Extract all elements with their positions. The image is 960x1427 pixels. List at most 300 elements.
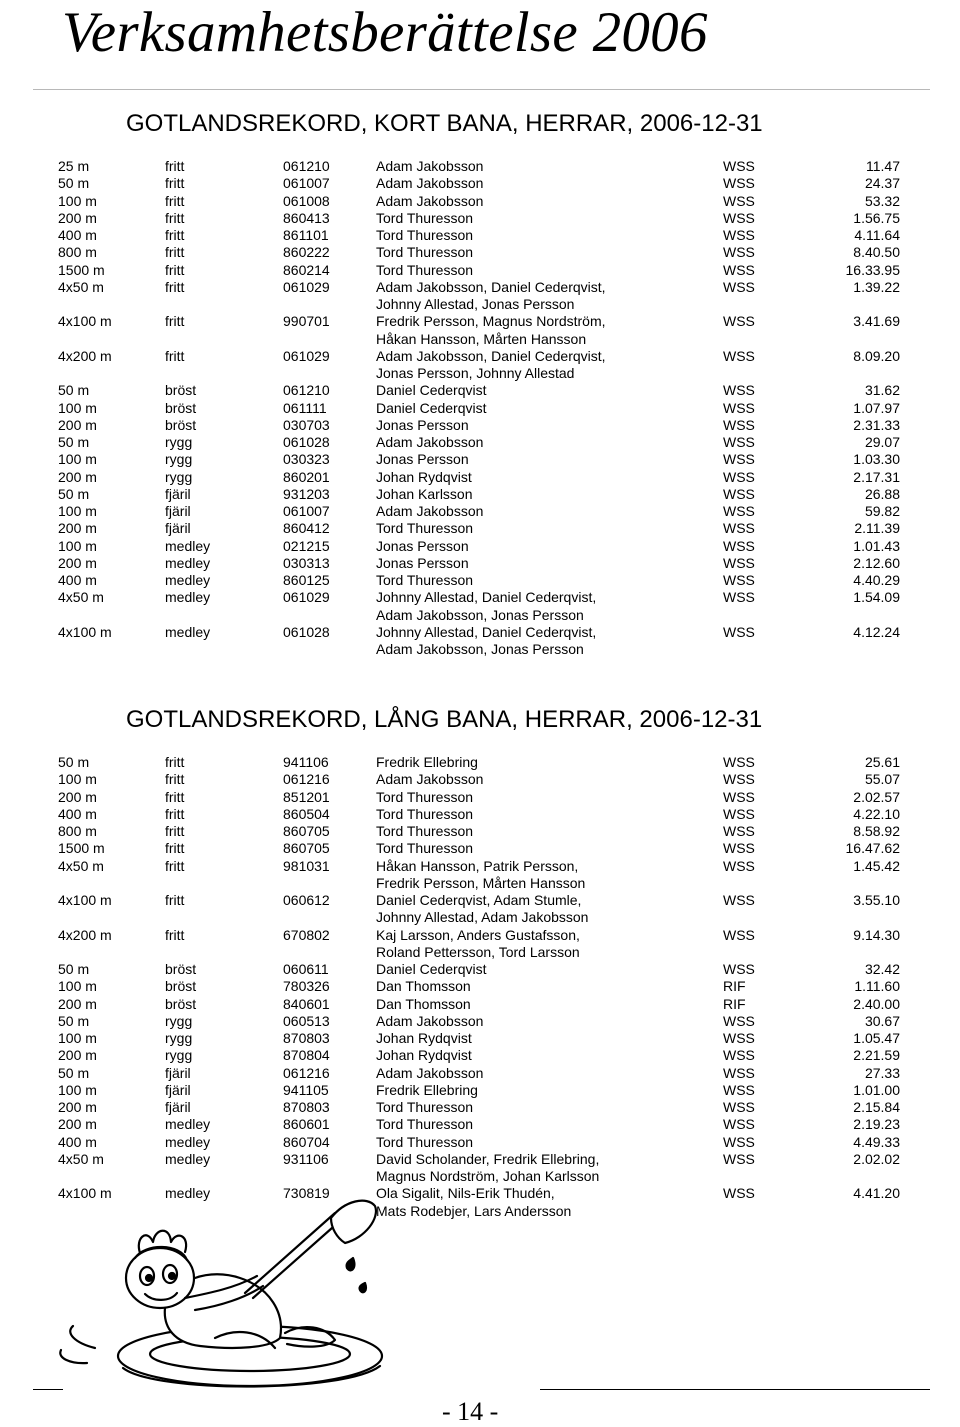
title-divider [33, 89, 930, 90]
swimmer-name-line: Adam Jakobsson, Jonas Persson [376, 641, 584, 657]
record-date: 060612 [283, 892, 330, 908]
record-distance: 800 m [58, 244, 97, 261]
record-club: WSS [723, 1116, 755, 1133]
record-club: WSS [723, 805, 755, 822]
record-club: WSS [723, 754, 755, 770]
record-time: 4.40.29 [853, 572, 900, 588]
page-number: - 14 - [442, 1397, 499, 1426]
record-row [0, 382, 960, 399]
record-stroke: bröst [165, 961, 197, 977]
record-stroke: fritt [165, 278, 185, 295]
record-distance: 100 m [58, 537, 97, 554]
record-row [0, 262, 960, 279]
swimmer-name-line: Daniel Cederqvist, Adam Stumle, [376, 892, 582, 908]
record-club: WSS [723, 1185, 755, 1202]
record-club: WSS [723, 1150, 755, 1167]
record-stroke: fjäril [165, 503, 191, 519]
swimmer-name-line: Roland Pettersson, Tord Larsson [376, 943, 580, 960]
record-date: 061029 [283, 589, 330, 606]
record-date: 021215 [283, 537, 330, 554]
record-club: WSS [723, 520, 755, 537]
record-stroke: medley [165, 554, 211, 571]
record-time: 27.33 [864, 1064, 900, 1081]
record-stroke: fritt [165, 158, 185, 174]
record-stroke: rygg [165, 1012, 193, 1029]
record-time: 32.42 [864, 961, 900, 977]
long-course-title: GOTLANDSREKORD, LÅNG BANA, HERRAR, 2006-12-31 [126, 706, 763, 733]
swimmer-name-line: Adam Jakobsson, Daniel Cederqvist, [376, 278, 606, 295]
record-row [0, 175, 960, 192]
record-time: 1.54.09 [853, 589, 900, 606]
record-time: 31.62 [864, 382, 900, 399]
record-swimmers [376, 503, 483, 520]
swimmer-name-line: Adam Jakobsson [376, 192, 484, 209]
record-time: 2.12.60 [853, 554, 900, 571]
swimmer-name-line: Jonas Persson [376, 451, 469, 468]
record-distance: 4x50 m [58, 1150, 104, 1167]
record-swimmers [376, 789, 473, 806]
record-time: 29.07 [864, 434, 900, 450]
record-date: 030703 [283, 416, 330, 433]
record-row [0, 1082, 960, 1099]
record-distance: 200 m [58, 1099, 97, 1115]
record-time: 2.02.02 [853, 1150, 900, 1167]
record-club: WSS [723, 485, 755, 502]
record-stroke: rygg [165, 1047, 193, 1064]
record-distance: 4x50 m [58, 278, 104, 295]
record-time: 2.31.33 [853, 416, 900, 433]
record-club: WSS [723, 382, 755, 399]
swimmer-name-line: Daniel Cederqvist [376, 399, 487, 416]
swimmer-name-line: Johan Rydqvist [376, 1047, 472, 1064]
record-distance: 400 m [58, 1133, 97, 1150]
record-time: 2.02.57 [853, 788, 900, 805]
swimmer-name-line: Tord Thuresson [376, 788, 474, 805]
record-date: 870804 [283, 1047, 330, 1064]
record-distance: 200 m [58, 1116, 97, 1133]
record-row [0, 400, 960, 417]
swimmer-name-line: Fredrik Persson, Mårten Hansson [376, 874, 586, 891]
record-stroke: bröst [165, 995, 197, 1012]
record-swimmers [376, 624, 596, 659]
record-distance: 50 m [58, 1012, 90, 1029]
record-swimmers [376, 1116, 473, 1133]
short-course-records-table [0, 158, 960, 658]
record-swimmers [376, 1013, 483, 1030]
record-stroke: bröst [165, 399, 197, 416]
record-date: 860214 [283, 261, 330, 278]
swimmer-name-line: Tord Thuresson [376, 244, 474, 261]
record-club: WSS [723, 961, 755, 977]
record-date: 061007 [283, 175, 330, 192]
record-date: 061029 [283, 347, 330, 364]
record-club: WSS [723, 623, 755, 640]
swimmer-name-line: Jonas Persson [376, 537, 469, 554]
record-time: 1.07.97 [853, 399, 900, 416]
record-time: 4.41.20 [853, 1185, 900, 1202]
swimmer-name-line: Johnny Allestad, Jonas Persson [376, 296, 575, 312]
record-swimmers [376, 927, 580, 962]
record-date: 860201 [283, 468, 330, 485]
record-club: WSS [723, 537, 755, 554]
record-date: 670802 [283, 926, 330, 943]
record-swimmers [376, 1047, 472, 1064]
record-date: 840601 [283, 995, 330, 1012]
record-stroke: fritt [165, 209, 185, 226]
record-club: WSS [723, 857, 755, 874]
swimmer-name-line: Adam Jakobsson, Daniel Cederqvist, [376, 347, 606, 364]
record-stroke: fjäril [165, 1081, 191, 1098]
page-title: Verksamhetsberättelse 2006 [62, 1, 708, 64]
swimmer-name-line: Johnny Allestad, Adam Jakobsson [376, 909, 589, 926]
record-stroke: fritt [165, 892, 185, 908]
record-swimmers [376, 823, 473, 840]
record-stroke: fritt [165, 823, 185, 839]
record-time: 4.11.64 [854, 227, 900, 243]
swimmer-name-line: Jonas Persson [376, 416, 469, 433]
record-swimmers [376, 451, 469, 468]
swimmer-name-line: Daniel Cederqvist [376, 382, 487, 399]
swimmer-name-line: Dan Thomsson [376, 978, 471, 995]
record-row [0, 1134, 960, 1151]
record-club: WSS [723, 1064, 755, 1081]
record-swimmers [376, 1134, 473, 1151]
record-time: 8.58.92 [853, 823, 900, 839]
record-date: 061028 [283, 434, 330, 450]
record-row [0, 927, 960, 962]
record-stroke: fjäril [165, 520, 191, 537]
record-club: WSS [723, 227, 755, 243]
record-time: 9.14.30 [853, 926, 900, 943]
swimmer-name-line: Adam Jakobsson, Jonas Persson [376, 606, 584, 623]
record-time: 1.01.00 [853, 1081, 900, 1098]
record-swimmers [376, 1099, 473, 1116]
record-time: 1.05.47 [853, 1030, 900, 1046]
record-club: WSS [723, 589, 755, 606]
record-club: WSS [723, 1133, 755, 1150]
record-date: 870803 [283, 1030, 330, 1046]
short-course-title: GOTLANDSREKORD, KORT BANA, HERRAR, 2006-12-31 [126, 110, 763, 137]
swimmer-name-line: Adam Jakobsson [376, 434, 484, 450]
record-date: 061007 [283, 503, 330, 519]
record-row [0, 451, 960, 468]
record-distance: 50 m [58, 754, 90, 770]
record-club: WSS [723, 1047, 755, 1064]
record-club: WSS [723, 261, 755, 278]
record-time: 2.17.31 [853, 468, 900, 485]
swimmer-name-line: Tord Thuresson [376, 520, 474, 537]
record-row [0, 503, 960, 520]
record-date: 061029 [283, 278, 330, 295]
record-distance: 4x50 m [58, 857, 104, 874]
record-club: WSS [723, 1030, 755, 1046]
record-club: WSS [723, 1099, 755, 1115]
record-time: 8.09.20 [853, 347, 900, 364]
swimmer-name-line: Håkan Hansson, Patrik Persson, [376, 857, 579, 874]
record-distance: 50 m [58, 175, 90, 192]
record-date: 860601 [283, 1116, 330, 1133]
record-row [0, 1099, 960, 1116]
record-swimmers [376, 806, 473, 823]
swimmer-name-line: Tord Thuresson [376, 209, 474, 226]
record-swimmers [376, 400, 487, 417]
swimmer-name-line: Håkan Hansson, Mårten Hansson [376, 330, 587, 347]
record-date: 860222 [283, 244, 330, 261]
swimmer-name-line: Tord Thuresson [376, 1099, 474, 1115]
record-swimmers [376, 1065, 483, 1082]
swimmer-name-line: Ola Sigalit, Nils-Erik Thudén, [376, 1185, 555, 1202]
record-stroke: medley [165, 623, 211, 640]
swimmer-name-line: Johan Karlsson [376, 485, 473, 502]
record-club: WSS [723, 192, 755, 209]
record-row [0, 624, 960, 659]
record-swimmers [376, 754, 478, 771]
swimmer-name-line: Mats Rodebjer, Lars Andersson [376, 1202, 572, 1219]
record-stroke: fritt [165, 926, 185, 943]
record-row [0, 858, 960, 893]
record-swimmers [376, 1151, 599, 1186]
record-stroke: fritt [165, 313, 185, 330]
record-row [0, 555, 960, 572]
record-time: 1.56.75 [853, 209, 900, 226]
record-distance: 50 m [58, 434, 90, 450]
record-swimmers [376, 892, 588, 927]
record-row [0, 840, 960, 857]
record-club: WSS [723, 554, 755, 571]
record-date: 860412 [283, 520, 330, 537]
long-course-records-table [0, 754, 960, 1220]
record-row [0, 572, 960, 589]
record-stroke: medley [165, 1116, 211, 1133]
record-swimmers [376, 858, 585, 893]
swimmer-name-line: Adam Jakobsson [376, 1064, 484, 1081]
record-stroke: medley [165, 572, 211, 588]
record-swimmers [376, 382, 487, 399]
record-distance: 200 m [58, 995, 97, 1012]
swimmer-name-line: Fredrik Ellebring [376, 754, 478, 770]
record-row [0, 193, 960, 210]
record-stroke: rygg [165, 1030, 193, 1046]
footer-rule-right [540, 1389, 930, 1390]
record-distance: 400 m [58, 572, 97, 588]
record-club: WSS [723, 771, 755, 788]
swimmer-name-line: Johan Rydqvist [376, 468, 472, 485]
record-date: 931106 [283, 1150, 329, 1167]
record-club: WSS [723, 823, 755, 839]
record-club: WSS [723, 278, 755, 295]
record-club: WSS [723, 572, 755, 588]
record-club: WSS [723, 416, 755, 433]
record-date: 060611 [283, 961, 329, 977]
record-distance: 1500 m [58, 840, 105, 857]
record-distance: 200 m [58, 520, 97, 537]
record-time: 3.41.69 [853, 313, 900, 330]
record-club: WSS [723, 503, 755, 519]
record-club: WSS [723, 468, 755, 485]
record-time: 2.40.00 [853, 995, 900, 1012]
swimmer-name-line: Dan Thomsson [376, 995, 471, 1012]
swimmer-name-line: Adam Jakobsson [376, 1012, 484, 1029]
record-date: 061216 [283, 771, 330, 788]
record-date: 941105 [283, 1081, 329, 1098]
record-date: 941106 [283, 754, 329, 770]
record-stroke: fritt [165, 771, 185, 788]
record-distance: 100 m [58, 451, 97, 468]
swimmer-name-line: Jonas Persson, Johnny Allestad [376, 365, 575, 381]
record-swimmers [376, 158, 483, 175]
swimmer-name-line: Fredrik Ellebring [376, 1081, 478, 1098]
record-distance: 4x50 m [58, 589, 104, 606]
record-distance: 4x100 m [58, 1185, 112, 1202]
record-row [0, 1047, 960, 1064]
record-row [0, 1013, 960, 1030]
record-club: WSS [723, 158, 755, 174]
record-stroke: fritt [165, 347, 185, 364]
record-time: 8.40.50 [853, 244, 900, 261]
record-swimmers [376, 555, 469, 572]
record-stroke: fritt [165, 227, 185, 243]
record-swimmers [376, 840, 473, 857]
record-row [0, 244, 960, 261]
record-distance: 100 m [58, 192, 97, 209]
record-time: 55.07 [864, 771, 900, 788]
record-row [0, 589, 960, 624]
record-distance: 100 m [58, 399, 97, 416]
record-date: 860705 [283, 840, 330, 857]
record-date: 060513 [283, 1012, 330, 1029]
swimmer-name-line: Tord Thuresson [376, 572, 474, 588]
record-distance: 400 m [58, 227, 97, 243]
record-swimmers [376, 348, 606, 383]
record-stroke: medley [165, 589, 211, 606]
swimmer-name-line: David Scholander, Fredrik Ellebring, [376, 1150, 600, 1167]
record-club: WSS [723, 313, 755, 330]
record-date: 860413 [283, 209, 330, 226]
swimmer-name-line: Adam Jakobsson [376, 158, 484, 174]
record-distance: 200 m [58, 416, 97, 433]
record-time: 25.61 [864, 754, 900, 770]
record-row [0, 892, 960, 927]
record-date: 861101 [283, 227, 329, 243]
record-swimmers [376, 978, 471, 995]
record-date: 981031 [283, 857, 330, 874]
record-distance: 200 m [58, 468, 97, 485]
record-stroke: fritt [165, 805, 185, 822]
record-time: 2.11.39 [854, 520, 900, 537]
record-club: RIF [723, 995, 746, 1012]
record-swimmers [376, 996, 471, 1013]
record-distance: 200 m [58, 554, 97, 571]
record-swimmers [376, 1030, 472, 1047]
record-row [0, 227, 960, 244]
swimmer-name-line: Tord Thuresson [376, 227, 474, 243]
swimmer-name-line: Jonas Persson [376, 554, 469, 571]
record-time: 4.12.24 [853, 623, 900, 640]
record-time: 24.37 [864, 175, 900, 192]
record-distance: 200 m [58, 209, 97, 226]
record-swimmers [376, 589, 596, 624]
record-date: 990701 [283, 313, 330, 330]
swimmer-name-line: Tord Thuresson [376, 1116, 474, 1133]
record-stroke: medley [165, 1185, 211, 1202]
record-time: 2.21.59 [853, 1047, 900, 1064]
record-distance: 50 m [58, 961, 90, 977]
record-row [0, 961, 960, 978]
record-distance: 50 m [58, 382, 90, 399]
record-stroke: fritt [165, 754, 185, 770]
record-row [0, 754, 960, 771]
record-stroke: bröst [165, 382, 197, 399]
record-row [0, 1116, 960, 1133]
record-date: 061111 [283, 399, 327, 416]
record-distance: 800 m [58, 823, 97, 839]
swimmer-name-line: Tord Thuresson [376, 823, 474, 839]
record-time: 30.67 [864, 1012, 900, 1029]
record-distance: 50 m [58, 485, 90, 502]
record-stroke: fritt [165, 788, 185, 805]
record-date: 860504 [283, 805, 330, 822]
record-swimmers [376, 961, 487, 978]
record-row [0, 313, 960, 348]
record-date: 730819 [283, 1185, 330, 1202]
record-row [0, 771, 960, 788]
swimmer-name-line: Adam Jakobsson [376, 503, 484, 519]
record-time: 16.47.62 [845, 840, 900, 857]
record-distance: 25 m [58, 158, 90, 174]
record-stroke: fritt [165, 857, 185, 874]
record-date: 860705 [283, 823, 330, 839]
record-time: 2.19.23 [853, 1116, 900, 1133]
record-swimmers [376, 520, 473, 537]
record-swimmers [376, 417, 469, 434]
record-distance: 200 m [58, 788, 97, 805]
record-time: 1.03.30 [853, 451, 900, 468]
record-date: 851201 [283, 788, 330, 805]
record-distance: 4x200 m [58, 926, 112, 943]
record-stroke: fritt [165, 261, 185, 278]
footer-rule-left [33, 1389, 63, 1390]
record-row [0, 538, 960, 555]
record-date: 030313 [283, 554, 330, 571]
record-stroke: medley [165, 1133, 211, 1150]
record-stroke: medley [165, 537, 211, 554]
swimmer-name-line: Johnny Allestad, Daniel Cederqvist, [376, 623, 597, 640]
record-club: WSS [723, 175, 755, 192]
record-club: WSS [723, 434, 755, 450]
record-swimmers [376, 227, 473, 244]
record-distance: 200 m [58, 1047, 97, 1064]
swimmer-name-line: Tord Thuresson [376, 261, 474, 278]
record-time: 11.47 [866, 158, 900, 174]
record-distance: 4x200 m [58, 347, 112, 364]
record-distance: 100 m [58, 1081, 97, 1098]
swimmer-name-line: Tord Thuresson [376, 805, 474, 822]
record-row [0, 279, 960, 314]
record-time: 16.33.95 [845, 261, 900, 278]
record-swimmers [376, 469, 472, 486]
record-date: 061210 [283, 382, 330, 399]
record-swimmers [376, 1082, 478, 1099]
record-club: WSS [723, 892, 755, 908]
record-club: WSS [723, 451, 755, 468]
record-club: WSS [723, 347, 755, 364]
record-row [0, 520, 960, 537]
record-stroke: fritt [165, 840, 185, 857]
record-distance: 4x100 m [58, 623, 112, 640]
record-stroke: fjäril [165, 1064, 191, 1081]
swimmer-name-line: Tord Thuresson [376, 1133, 474, 1150]
record-date: 061028 [283, 623, 330, 640]
